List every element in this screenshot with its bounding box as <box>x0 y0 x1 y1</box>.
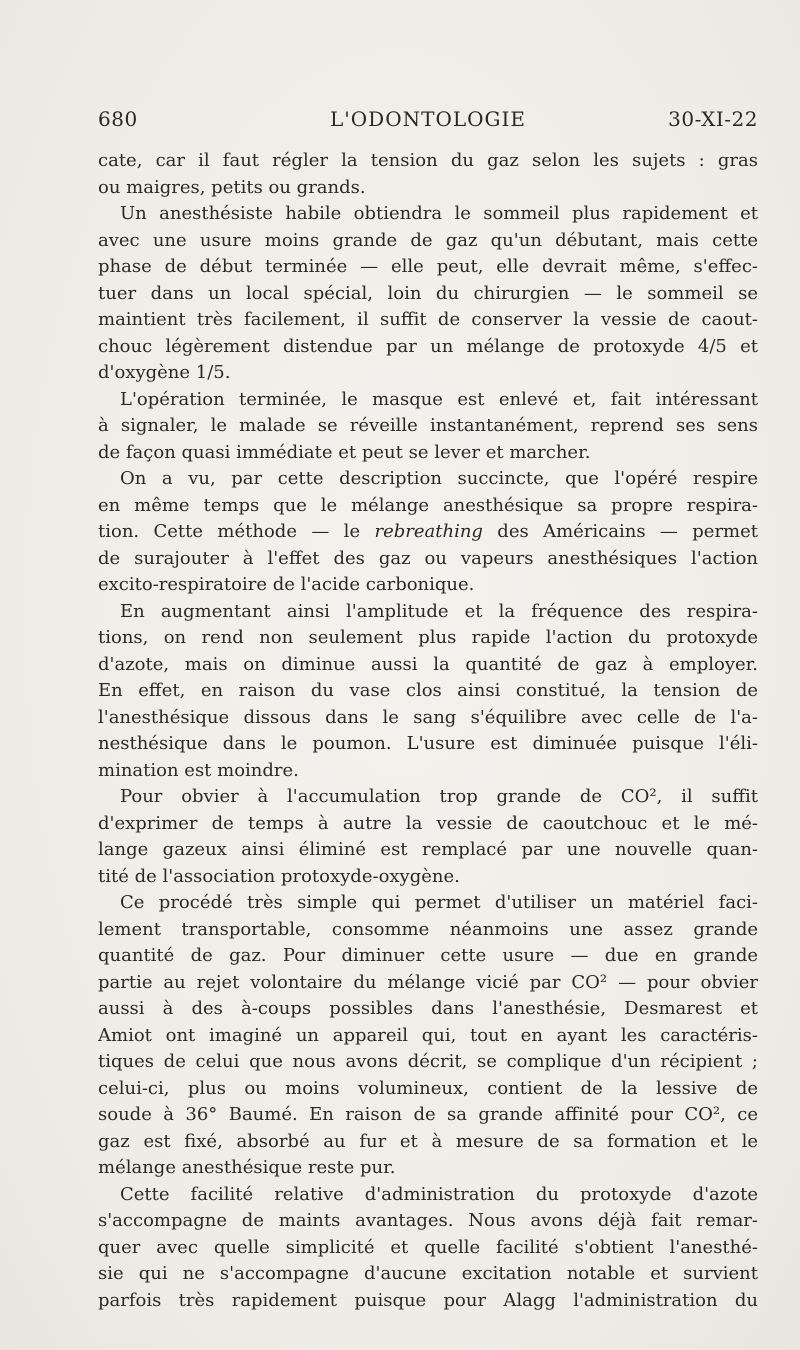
text-line: d'oxygène 1/5. <box>98 362 231 383</box>
text-line: chouc légèrement distendue par un mélange de protoxyde 4/5 et <box>98 335 758 357</box>
issue-date: 30-XI-22 <box>668 107 758 131</box>
text-line: de surajouter à l'effet des gaz ou vapeurs anesthésiques l'action <box>98 547 758 569</box>
text-line: excito-respiratoire de l'acide carbonique. <box>98 574 475 595</box>
text-line: partie au rejet volontaire du mélange vicié par CO² — pour obvier <box>98 971 758 993</box>
text-line: maintient très facilement, il suffit de conserver la vessie de caout- <box>98 309 758 330</box>
italic-term: rebreathing <box>374 521 483 542</box>
running-header <box>98 107 758 137</box>
text-line: Cette facilité relative d'administration du protoxyde d'azote <box>120 1183 758 1205</box>
text-line: gaz est fixé, absorbé au fur et à mesure de sa formation et le <box>98 1130 758 1152</box>
text-line: lement transportable, consomme néanmoins une assez grande <box>98 918 758 940</box>
text-line: Pour obvier à l'accumulation trop grande de CO², il suffit <box>120 786 758 807</box>
text-line: tions, on rend non seulement plus rapide l'action du protoxyde <box>98 627 758 648</box>
text-line: ou maigres, petits ou grands. <box>98 176 366 198</box>
text-line: Ce procédé très simple qui permet d'utiliser un matériel faci- <box>120 892 758 913</box>
text-segment: des Américains — permet <box>482 521 758 542</box>
text-line: mination est moindre. <box>98 759 299 781</box>
text-line: On a vu, par cette description succincte, que l'opéré respire <box>120 468 758 489</box>
text-line: parfois très rapidement puisque pour Alagg l'administration du <box>98 1289 758 1311</box>
text-line: quantité de gaz. Pour diminuer cette usure — due en grande <box>98 945 758 966</box>
text-line: en même temps que le mélange anesthésique sa propre respira- <box>98 494 758 516</box>
text-line: avec une usure moins grande de gaz qu'un débutant, mais cette <box>98 229 758 251</box>
text-line: nesthésique dans le poumon. L'usure est diminuée puisque l'éli- <box>98 733 758 754</box>
text-line: à signaler, le malade se réveille instantanément, reprend ses sens <box>98 415 758 436</box>
text-line: soude à 36° Baumé. En raison de sa grande affinité pour CO², ce <box>98 1104 758 1125</box>
text-line: d'azote, mais on diminue aussi la quantité de gaz à employer. <box>98 653 758 675</box>
text-line <box>98 519 758 546</box>
text-line: quer avec quelle simplicité et quelle facilité s'obtient l'anesthé- <box>98 1236 758 1258</box>
body-text <box>98 148 758 1314</box>
text-line: lange gazeux ainsi éliminé est remplacé par une nouvelle quan- <box>98 839 758 860</box>
journal-title: L'ODONTOLOGIE <box>330 107 526 131</box>
text-line: Un anesthésiste habile obtiendra le sommeil plus rapidement et <box>120 203 758 224</box>
text-line: s'accompagne de maints avantages. Nous avons déjà fait remar- <box>98 1210 758 1231</box>
text-line: tiques de celui que nous avons décrit, se complique d'un récipient ; <box>98 1051 758 1072</box>
text-segment: tion. Cette méthode — le <box>98 521 375 542</box>
text-line: L'opération terminée, le masque est enlevé et, fait intéressant <box>120 388 758 410</box>
text-line: phase de début terminée — elle peut, elle devrait même, s'effec- <box>98 256 758 277</box>
text-line: tité de l'association protoxyde-oxygène. <box>98 865 460 887</box>
text-line: En augmentant ainsi l'amplitude et la fréquence des respira- <box>120 600 758 622</box>
text-line: celui-ci, plus ou moins volumineux, contient de la lessive de <box>98 1077 758 1099</box>
text-line: cate, car il faut régler la tension du gaz selon les sujets : gras <box>98 150 758 171</box>
text-line: mélange anesthésique reste pur. <box>98 1157 396 1178</box>
text-line: sie qui ne s'accompagne d'aucune excitation notable et survient <box>98 1263 758 1284</box>
text-line: aussi à des à-coups possibles dans l'anesthésie, Desmarest et <box>98 998 758 1019</box>
text-line: Amiot ont imaginé un appareil qui, tout en ayant les caractéris- <box>98 1024 758 1046</box>
text-line: d'exprimer de temps à autre la vessie de caoutchouc et le mé- <box>98 812 758 834</box>
text-line: de façon quasi immédiate et peut se lever et marcher. <box>98 441 591 463</box>
text-line: tuer dans un local spécial, loin du chirurgien — le sommeil se <box>98 282 758 304</box>
text-line: En effet, en raison du vase clos ainsi constitué, la tension de <box>98 680 758 701</box>
text-line: l'anesthésique dissous dans le sang s'équilibre avec celle de l'a- <box>98 706 758 728</box>
page-number: 680 <box>98 107 138 131</box>
